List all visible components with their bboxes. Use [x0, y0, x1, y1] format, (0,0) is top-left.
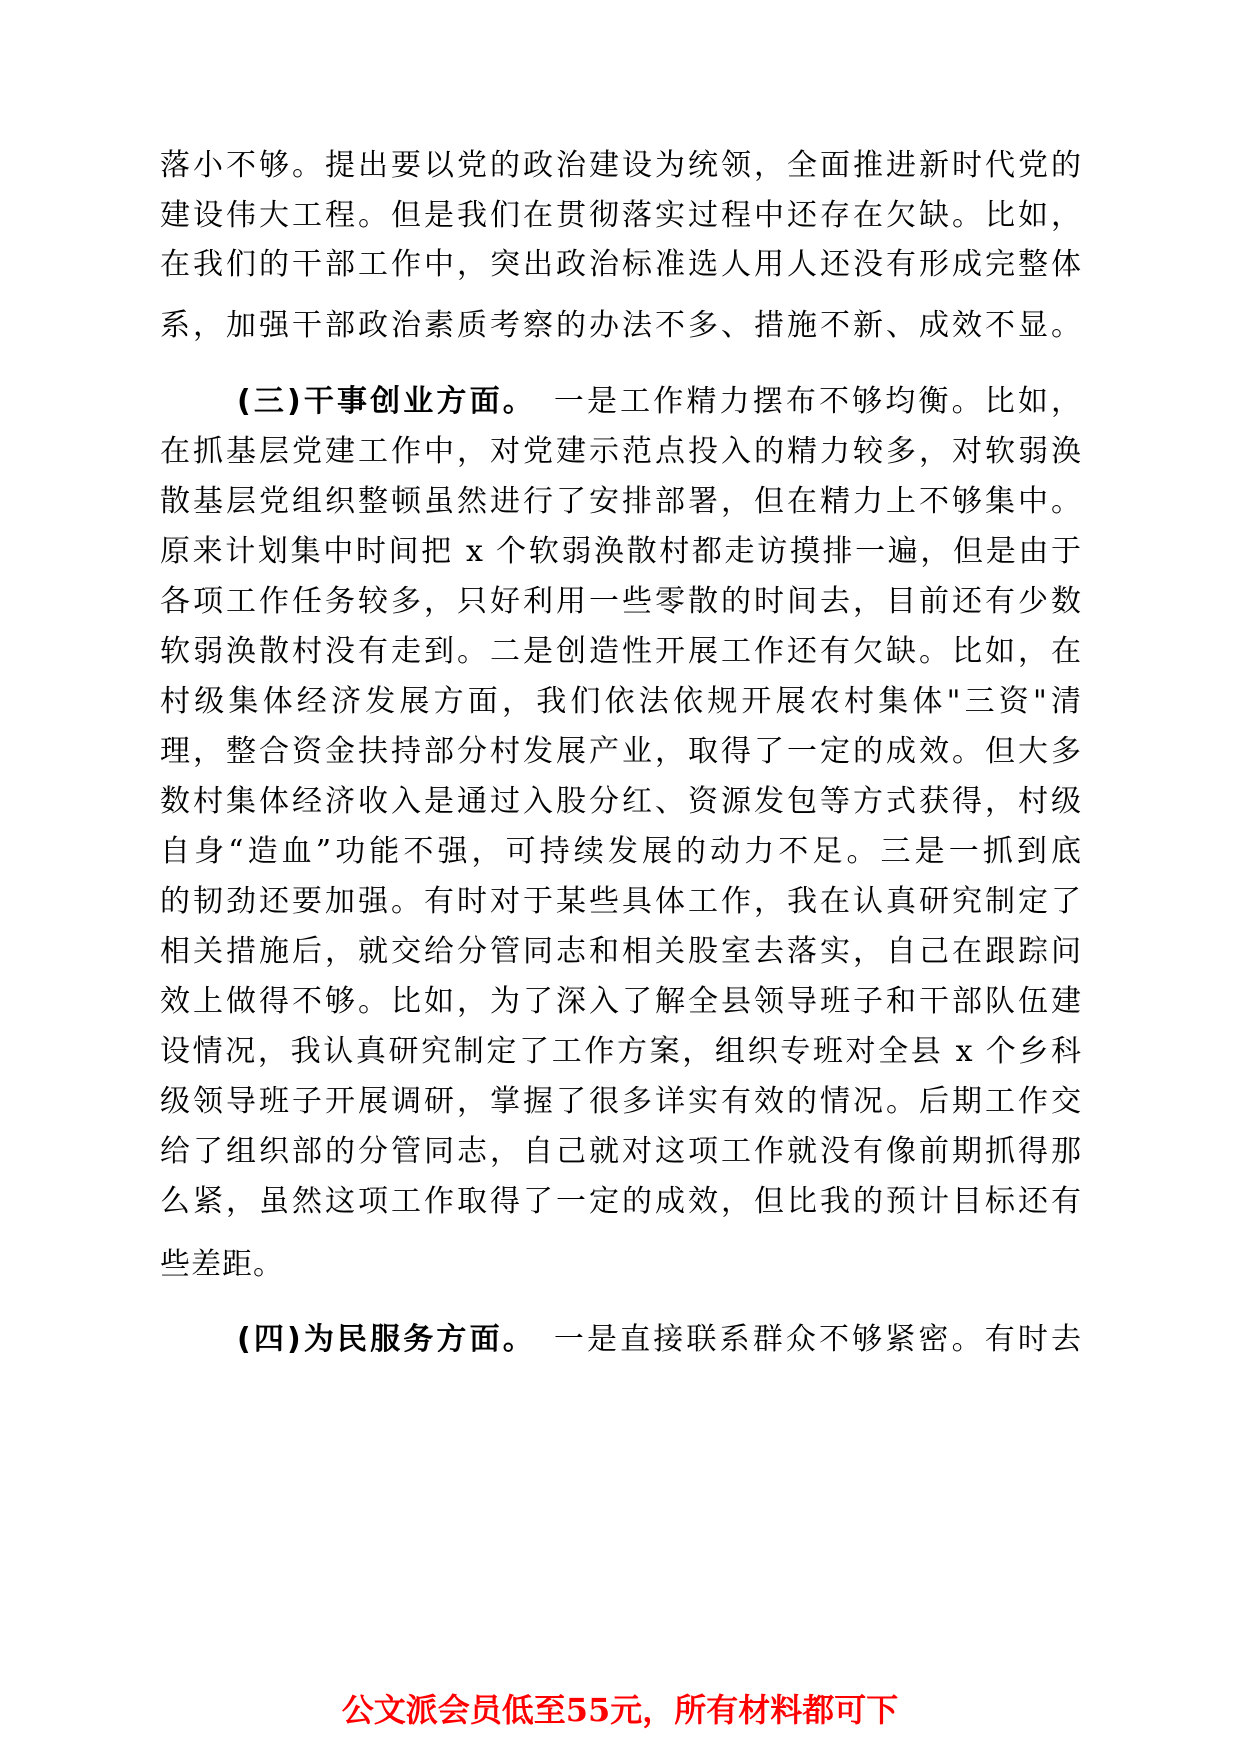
paragraph-1-line-3: 在我们的干部工作中，突出政治标准选人用人还没有形成完整体	[160, 247, 1082, 282]
paragraph-2-line-16: 么紧，虽然这项工作取得了一定的成效，但比我的预计目标还有	[160, 1184, 1082, 1219]
paragraph-2-line-12: 效上做得不够。比如，为了深入了解全县领导班子和干部队伍建	[160, 984, 1082, 1019]
paragraph-2-line-1: 在抓基层党建工作中，对党建示范点投入的精力较多，对软弱涣	[160, 434, 1082, 469]
section-heading-4: (四)为民服务方面。	[237, 1322, 536, 1357]
paragraph-2-first-line	[237, 382, 1082, 422]
paragraph-2-line-5: 软弱涣散村没有走到。二是创造性开展工作还有欠缺。比如，在	[160, 634, 1082, 669]
footer-advertisement: 公文派会员低至55元，所有材料都可下	[341, 1691, 899, 1729]
paragraph-2-line-2: 散基层党组织整顿虽然进行了安排部署，但在精力上不够集中。	[160, 484, 1082, 519]
paragraph-2-line-7: 理，整合资金扶持部分村发展产业，取得了一定的成效。但大多	[160, 734, 1082, 769]
section-heading-3: (三)干事创业方面。	[237, 384, 536, 419]
paragraph-2-line-10: 的韧劲还要加强。有时对于某些具体工作，我在认真研究制定了	[160, 884, 1082, 919]
paragraph-1-line-2: 建设伟大工程。但是我们在贯彻落实过程中还存在欠缺。比如，	[160, 198, 1082, 233]
paragraph-2-line-8: 数村集体经济收入是通过入股分红、资源发包等方式获得，村级	[160, 784, 1082, 819]
paragraph-3-first-line-text: 一是直接联系群众不够紧密。有时去	[553, 1322, 1083, 1357]
paragraph-2-line-4: 各项工作任务较多，只好利用一些零散的时间去，目前还有少数	[160, 584, 1082, 619]
paragraph-2-line-13: 设情况，我认真研究制定了工作方案，组织专班对全县 x 个乡科	[160, 1034, 1082, 1069]
paragraph-2-first-line-text: 一是工作精力摆布不够均衡。比如，	[553, 384, 1083, 419]
paragraph-2-line-14: 级领导班子开展调研，掌握了很多详实有效的情况。后期工作交	[160, 1084, 1082, 1119]
paragraph-2-line-11: 相关措施后，就交给分管同志和相关股室去落实，自己在跟踪问	[160, 934, 1082, 969]
paragraph-2-line-3: 原来计划集中时间把 x 个软弱涣散村都走访摸排一遍，但是由于	[160, 534, 1082, 569]
paragraph-2-line-17: 些差距。	[160, 1247, 284, 1282]
paragraph-2-line-9: 自身“造血”功能不强，可持续发展的动力不足。三是一抓到底	[160, 834, 1082, 869]
paragraph-2-line-6: 村级集体经济发展方面，我们依法依规开展农村集体"三资"清	[160, 684, 1082, 719]
paragraph-3-first-line	[237, 1320, 1082, 1360]
paragraph-2-line-15: 给了组织部的分管同志，自己就对这项工作就没有像前期抓得那	[160, 1134, 1082, 1169]
paragraph-1-line-4: 系，加强干部政治素质考察的办法不多、措施不新、成效不显。	[160, 308, 1082, 343]
paragraph-1-line-1: 落小不够。提出要以党的政治建设为统领，全面推进新时代党的	[160, 148, 1082, 183]
